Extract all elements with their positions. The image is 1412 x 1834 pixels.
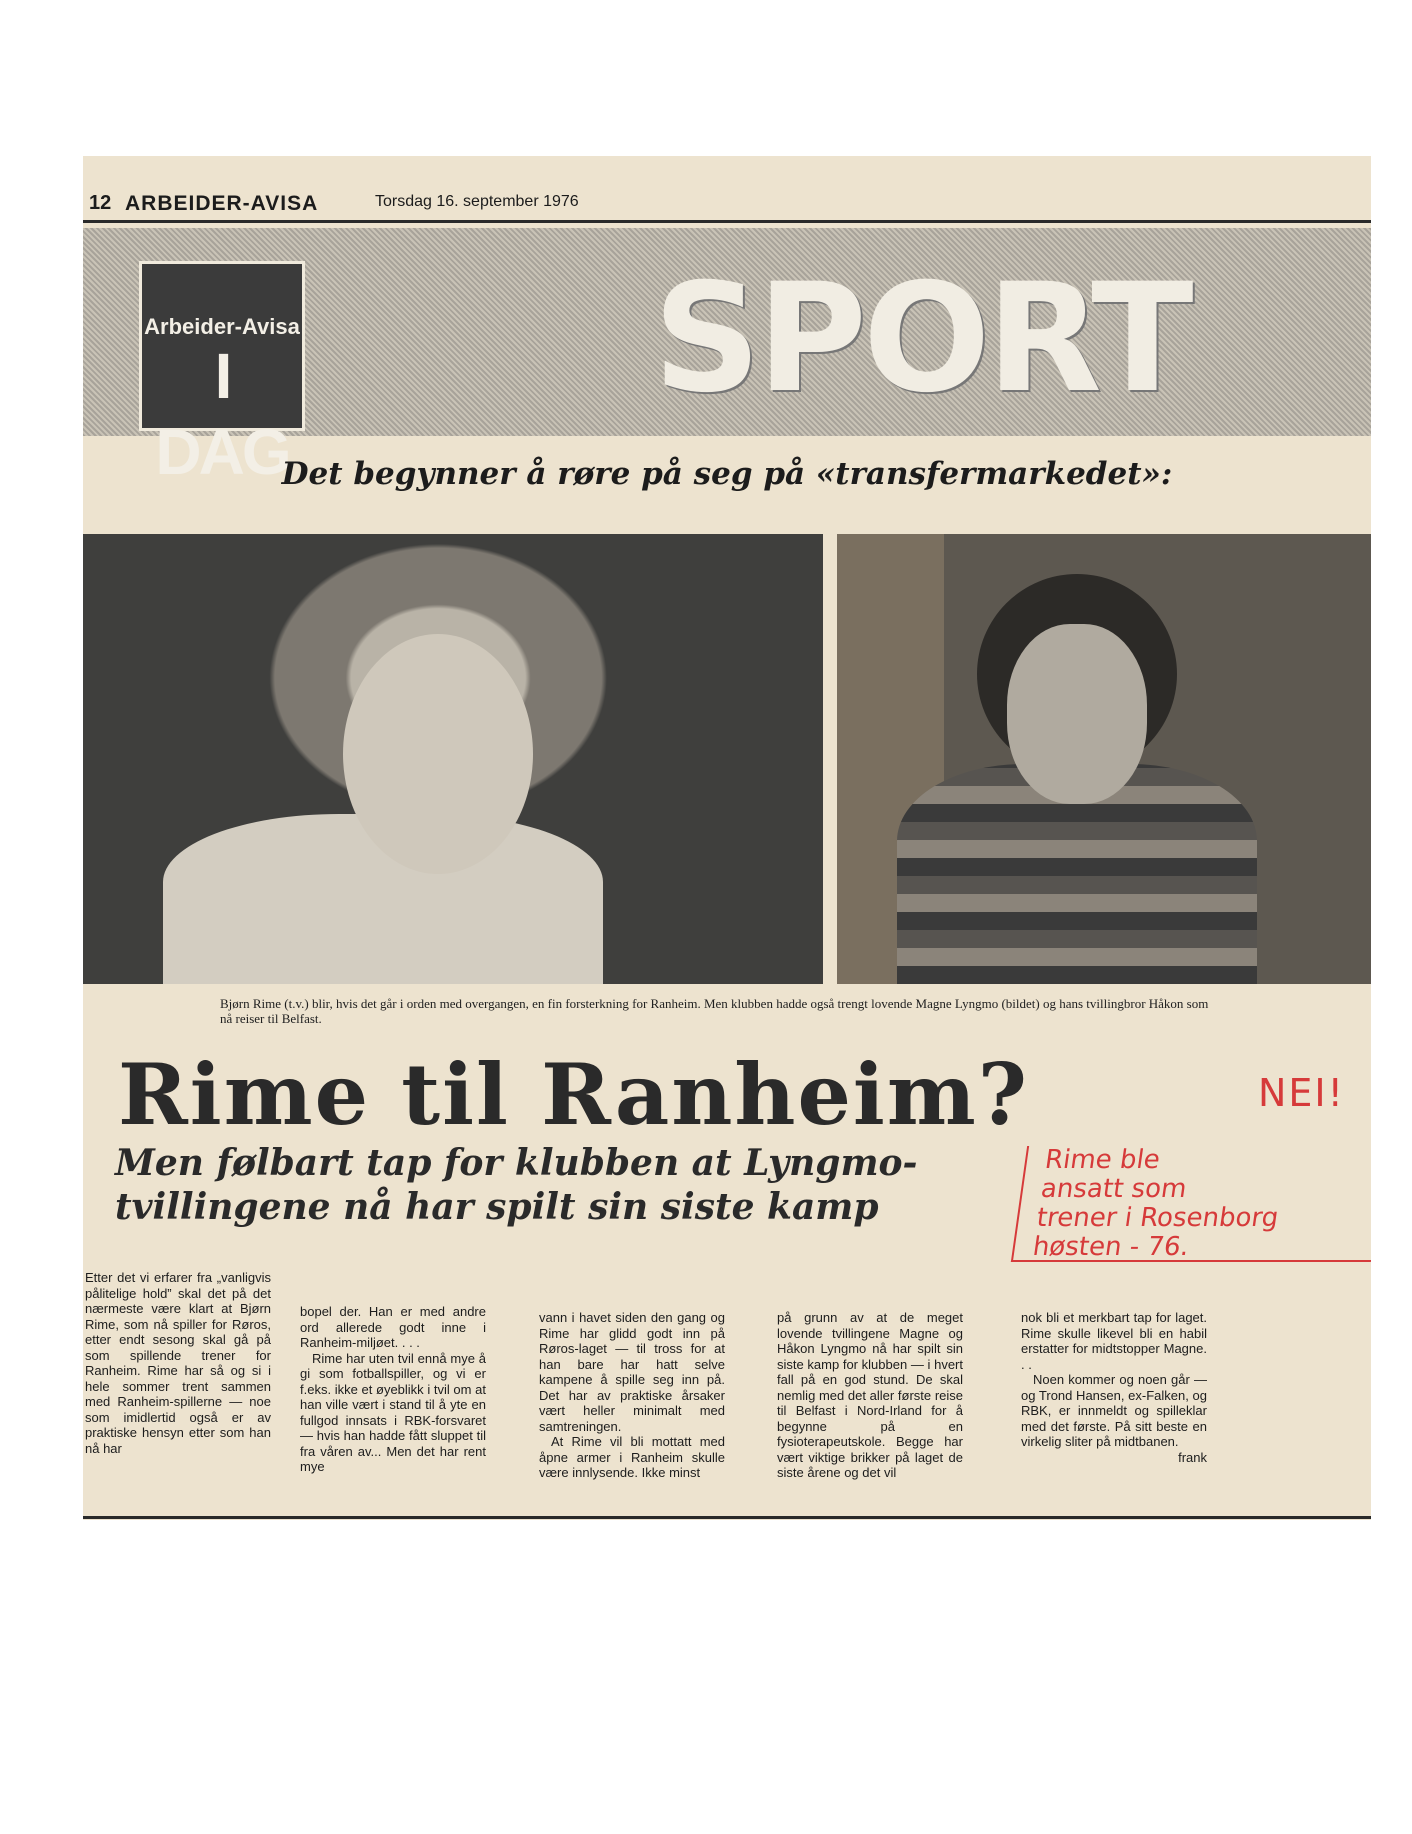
newspaper-clipping [83, 156, 1371, 1520]
column-3 [539, 1310, 725, 1481]
page-number: 12 [89, 192, 112, 214]
paragraph: At Rime vil bli mottatt med åpne armer i Ranheim skulle være innlysende. Ikke minst [539, 1434, 725, 1480]
paragraph: nok bli et merkbart tap for laget. Rime skulle likevel bli en habil erstatter for midtstopper Magne. . . [1021, 1310, 1207, 1372]
byline: frank [1178, 1449, 1207, 1465]
kicker: Det begynner å røre på seg på «transfermarkedet»: [281, 456, 1173, 492]
article-body [83, 1266, 1371, 1490]
deck-line2: tvillingene nå har spilt sin siste kamp [115, 1186, 879, 1228]
column-5 [1021, 1310, 1207, 1465]
paragraph: Rime har uten tvil ennå mye å gi som fotballspiller, og vi er f.eks. ikke et øyeblikk i tvil om at han ville vært i stand til å yte en fullgod innsats i RBK-forsvaret — hvis han hadde fått sluppet til fra våren av... Men det har rent mye [300, 1350, 486, 1474]
handwritten-nei: NEI! [1258, 1071, 1345, 1115]
logo-line2: I DAG [155, 340, 289, 488]
photo-magne-lyngmo [837, 534, 1371, 984]
face-shape [1007, 624, 1147, 804]
photo-caption: Bjørn Rime (t.v.) blir, hvis det går i orden med overgangen, en fin forsterkning for Ranheim. Men klubben hadde også trengt lovende Magne Lyngmo (bildet) og hans tvillingbror Håkon som nå reiser til Belfast. [220, 996, 1209, 1026]
column-2 [300, 1304, 486, 1475]
paragraph: vann i havet siden den gang og Rime har glidd godt inn på Røros-laget — til tross for at han bare har hatt selve kampene å spille seg inn på. Det har av praktiske årsaker vært heller minimalt med samtreningen. [539, 1310, 725, 1434]
note-line1: Rime ble [1043, 1145, 1162, 1175]
deck-line1: Men følbart tap for klubben at Lyngmo- [115, 1142, 918, 1184]
section-title: SPORT [653, 252, 1190, 426]
paragraph: på grunn av at de meget lovende tvillingene Magne og Håkon Lyngmo nå har spilt sin siste kamp for klubben — i hvert fall på en god stund. De skal nemlig med det aller første reise til Belfast i Nord-Irland for å begynne på en fysioterapeutskole. Begge har vært viktige brikker på laget de siste årene og det vil [777, 1310, 963, 1480]
note-line3: trener i Rosenborg [1034, 1203, 1281, 1233]
logo-line1: Arbeider-Avisa [144, 314, 300, 339]
face-shape [343, 634, 533, 874]
bottom-rule [83, 1516, 1371, 1519]
deck [115, 1141, 995, 1229]
arbeider-avisa-logo [139, 261, 305, 488]
paragraph: bopel der. Han er med andre ord allerede godt inne i Ranheim-miljøet. . . . [300, 1304, 486, 1350]
note-line4: høsten - 76. [1030, 1232, 1191, 1262]
column-1 [85, 1270, 271, 1456]
masthead-rule [83, 220, 1371, 223]
note-line2: ansatt som [1039, 1174, 1189, 1204]
paragraph: Etter det vi erfarer fra „vanligvis pålitelige hold” skal det på det nærmeste være klart at Bjørn Rime, som nå spiller for Røros, etter endt sesong skal gå på som spillende trener for Ranheim. Rime har så og si i hele sommer trent sammen med Ranheim-spillerne — noe som imidlertid også er av praktiske hensyn etter som han nå har [85, 1270, 271, 1456]
handwritten-note [1011, 1146, 1371, 1262]
paper-name: ARBEIDER-AVISA [125, 192, 319, 215]
issue-date: Torsdag 16. september 1976 [375, 193, 579, 210]
column-4 [777, 1310, 963, 1481]
masthead [83, 188, 1371, 218]
photo-bjorn-rime [83, 534, 823, 984]
paragraph: Noen kommer og noen går — og Trond Hansen, ex-Falken, og RBK, er innmeldt og spilleklar med det første. På sitt beste en virkelig sliter på midtbanen. [1021, 1372, 1207, 1449]
headline: Rime til Ranheim? [118, 1045, 1029, 1144]
